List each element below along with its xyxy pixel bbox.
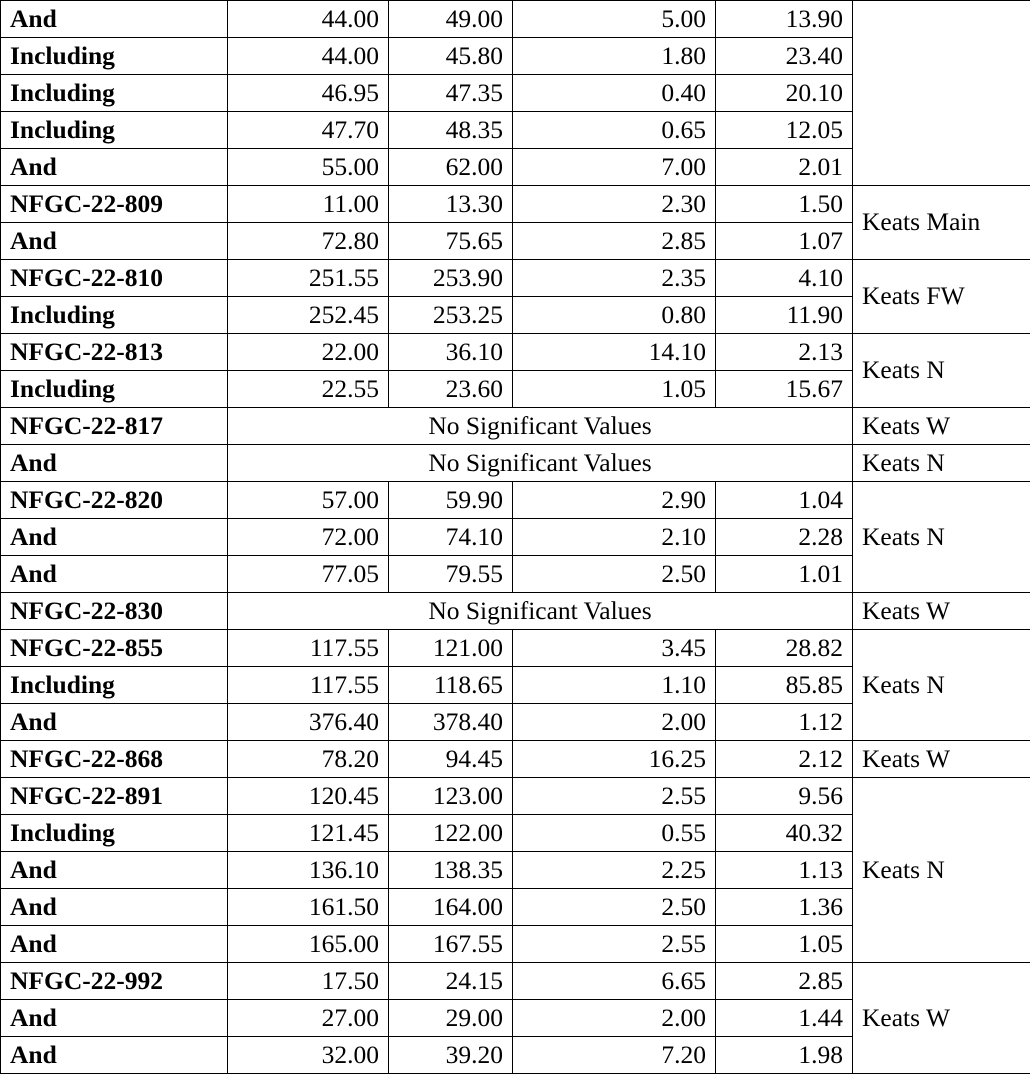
- cell-from: 57.00: [228, 482, 389, 519]
- cell-to: 49.00: [389, 1, 513, 38]
- cell-zone: Keats W: [853, 741, 1030, 778]
- cell-zone: [853, 1, 1030, 186]
- cell-to: 122.00: [389, 815, 513, 852]
- cell-width: 16.25: [513, 741, 716, 778]
- cell-interval: Including: [1, 371, 228, 408]
- cell-grade: 12.05: [716, 112, 853, 149]
- cell-interval: NFGC-22-992: [1, 963, 228, 1000]
- cell-grade: 20.10: [716, 75, 853, 112]
- cell-grade: 85.85: [716, 667, 853, 704]
- cell-grade: 1.13: [716, 852, 853, 889]
- cell-width: 0.80: [513, 297, 716, 334]
- cell-grade: 1.05: [716, 926, 853, 963]
- cell-interval: And: [1, 1, 228, 38]
- cell-to: 75.65: [389, 223, 513, 260]
- cell-interval: And: [1, 926, 228, 963]
- cell-from: 165.00: [228, 926, 389, 963]
- cell-grade: 1.07: [716, 223, 853, 260]
- cell-to: 378.40: [389, 704, 513, 741]
- table-row: [1, 334, 1030, 371]
- cell-width: 5.00: [513, 1, 716, 38]
- cell-zone: Keats W: [853, 408, 1030, 445]
- cell-width: 2.00: [513, 1000, 716, 1037]
- cell-no-significant-values: No Significant Values: [228, 593, 853, 630]
- cell-no-significant-values: No Significant Values: [228, 445, 853, 482]
- table-row: [1, 186, 1030, 223]
- cell-from: 77.05: [228, 556, 389, 593]
- cell-to: 164.00: [389, 889, 513, 926]
- cell-zone: Keats W: [853, 963, 1030, 1074]
- cell-interval: And: [1, 445, 228, 482]
- cell-width: 2.55: [513, 778, 716, 815]
- cell-to: 13.30: [389, 186, 513, 223]
- cell-to: 39.20: [389, 1037, 513, 1074]
- cell-width: 2.90: [513, 482, 716, 519]
- cell-no-significant-values: No Significant Values: [228, 408, 853, 445]
- cell-width: 2.50: [513, 889, 716, 926]
- cell-from: 44.00: [228, 38, 389, 75]
- cell-from: 136.10: [228, 852, 389, 889]
- cell-grade: 1.36: [716, 889, 853, 926]
- table-row: [1, 482, 1030, 519]
- cell-zone: Keats FW: [853, 260, 1030, 334]
- cell-interval: Including: [1, 75, 228, 112]
- cell-from: 117.55: [228, 630, 389, 667]
- cell-from: 22.00: [228, 334, 389, 371]
- cell-from: 47.70: [228, 112, 389, 149]
- cell-width: 2.00: [513, 704, 716, 741]
- cell-to: 45.80: [389, 38, 513, 75]
- cell-to: 62.00: [389, 149, 513, 186]
- cell-width: 0.65: [513, 112, 716, 149]
- cell-interval: And: [1, 1037, 228, 1074]
- cell-from: 55.00: [228, 149, 389, 186]
- cell-to: 253.90: [389, 260, 513, 297]
- cell-grade: 1.50: [716, 186, 853, 223]
- table-row: [1, 445, 1030, 482]
- table-row: [1, 630, 1030, 667]
- cell-interval: NFGC-22-855: [1, 630, 228, 667]
- cell-width: 2.10: [513, 519, 716, 556]
- cell-zone: Keats N: [853, 630, 1030, 741]
- cell-to: 123.00: [389, 778, 513, 815]
- cell-from: 32.00: [228, 1037, 389, 1074]
- cell-from: 11.00: [228, 186, 389, 223]
- cell-interval: Including: [1, 297, 228, 334]
- table-row: [1, 593, 1030, 630]
- cell-interval: NFGC-22-810: [1, 260, 228, 297]
- cell-zone: Keats Main: [853, 186, 1030, 260]
- cell-grade: 13.90: [716, 1, 853, 38]
- cell-interval: NFGC-22-813: [1, 334, 228, 371]
- cell-grade: 1.44: [716, 1000, 853, 1037]
- cell-grade: 1.12: [716, 704, 853, 741]
- cell-interval: Including: [1, 38, 228, 75]
- cell-interval: And: [1, 889, 228, 926]
- cell-grade: 1.01: [716, 556, 853, 593]
- cell-grade: 2.13: [716, 334, 853, 371]
- cell-grade: 9.56: [716, 778, 853, 815]
- cell-interval: NFGC-22-868: [1, 741, 228, 778]
- cell-from: 161.50: [228, 889, 389, 926]
- cell-to: 118.65: [389, 667, 513, 704]
- cell-to: 167.55: [389, 926, 513, 963]
- cell-width: 6.65: [513, 963, 716, 1000]
- cell-to: 24.15: [389, 963, 513, 1000]
- cell-from: 252.45: [228, 297, 389, 334]
- cell-grade: 4.10: [716, 260, 853, 297]
- cell-to: 47.35: [389, 75, 513, 112]
- cell-width: 2.30: [513, 186, 716, 223]
- table-row: [1, 741, 1030, 778]
- cell-interval: And: [1, 149, 228, 186]
- cell-width: 2.35: [513, 260, 716, 297]
- cell-to: 138.35: [389, 852, 513, 889]
- cell-to: 48.35: [389, 112, 513, 149]
- cell-interval: NFGC-22-809: [1, 186, 228, 223]
- cell-interval: Including: [1, 112, 228, 149]
- cell-to: 74.10: [389, 519, 513, 556]
- cell-interval: And: [1, 1000, 228, 1037]
- cell-zone: Keats N: [853, 445, 1030, 482]
- cell-grade: 28.82: [716, 630, 853, 667]
- cell-width: 2.50: [513, 556, 716, 593]
- cell-from: 46.95: [228, 75, 389, 112]
- cell-from: 17.50: [228, 963, 389, 1000]
- table-row: [1, 408, 1030, 445]
- cell-interval: NFGC-22-820: [1, 482, 228, 519]
- cell-interval: Including: [1, 815, 228, 852]
- cell-zone: Keats W: [853, 593, 1030, 630]
- cell-width: 3.45: [513, 630, 716, 667]
- cell-width: 7.00: [513, 149, 716, 186]
- cell-zone: Keats N: [853, 778, 1030, 963]
- cell-zone: Keats N: [853, 334, 1030, 408]
- cell-width: 2.85: [513, 223, 716, 260]
- cell-interval: And: [1, 556, 228, 593]
- cell-interval: And: [1, 519, 228, 556]
- table-row: [1, 778, 1030, 815]
- cell-to: 59.90: [389, 482, 513, 519]
- cell-to: 94.45: [389, 741, 513, 778]
- cell-from: 120.45: [228, 778, 389, 815]
- cell-to: 23.60: [389, 371, 513, 408]
- cell-width: 2.25: [513, 852, 716, 889]
- cell-width: 0.40: [513, 75, 716, 112]
- cell-interval: Including: [1, 667, 228, 704]
- cell-width: 1.05: [513, 371, 716, 408]
- cell-from: 251.55: [228, 260, 389, 297]
- cell-from: 78.20: [228, 741, 389, 778]
- cell-from: 22.55: [228, 371, 389, 408]
- cell-zone: Keats N: [853, 482, 1030, 593]
- cell-to: 253.25: [389, 297, 513, 334]
- table-row: [1, 963, 1030, 1000]
- cell-grade: 2.85: [716, 963, 853, 1000]
- cell-interval: NFGC-22-817: [1, 408, 228, 445]
- cell-grade: 2.28: [716, 519, 853, 556]
- cell-width: 0.55: [513, 815, 716, 852]
- cell-interval: NFGC-22-830: [1, 593, 228, 630]
- cell-grade: 1.98: [716, 1037, 853, 1074]
- cell-grade: 40.32: [716, 815, 853, 852]
- assay-table-body: [1, 1, 1030, 1074]
- cell-from: 72.80: [228, 223, 389, 260]
- table-row: [1, 260, 1030, 297]
- table-row: [1, 1, 1030, 38]
- cell-width: 2.55: [513, 926, 716, 963]
- cell-to: 79.55: [389, 556, 513, 593]
- cell-from: 117.55: [228, 667, 389, 704]
- cell-grade: 23.40: [716, 38, 853, 75]
- cell-interval: And: [1, 704, 228, 741]
- cell-to: 121.00: [389, 630, 513, 667]
- cell-grade: 1.04: [716, 482, 853, 519]
- cell-grade: 2.12: [716, 741, 853, 778]
- cell-to: 36.10: [389, 334, 513, 371]
- cell-width: 1.80: [513, 38, 716, 75]
- cell-from: 72.00: [228, 519, 389, 556]
- cell-from: 27.00: [228, 1000, 389, 1037]
- cell-grade: 2.01: [716, 149, 853, 186]
- cell-interval: And: [1, 852, 228, 889]
- cell-from: 376.40: [228, 704, 389, 741]
- cell-width: 14.10: [513, 334, 716, 371]
- cell-to: 29.00: [389, 1000, 513, 1037]
- cell-grade: 15.67: [716, 371, 853, 408]
- cell-width: 7.20: [513, 1037, 716, 1074]
- cell-interval: And: [1, 223, 228, 260]
- cell-interval: NFGC-22-891: [1, 778, 228, 815]
- cell-from: 121.45: [228, 815, 389, 852]
- cell-from: 44.00: [228, 1, 389, 38]
- cell-width: 1.10: [513, 667, 716, 704]
- cell-grade: 11.90: [716, 297, 853, 334]
